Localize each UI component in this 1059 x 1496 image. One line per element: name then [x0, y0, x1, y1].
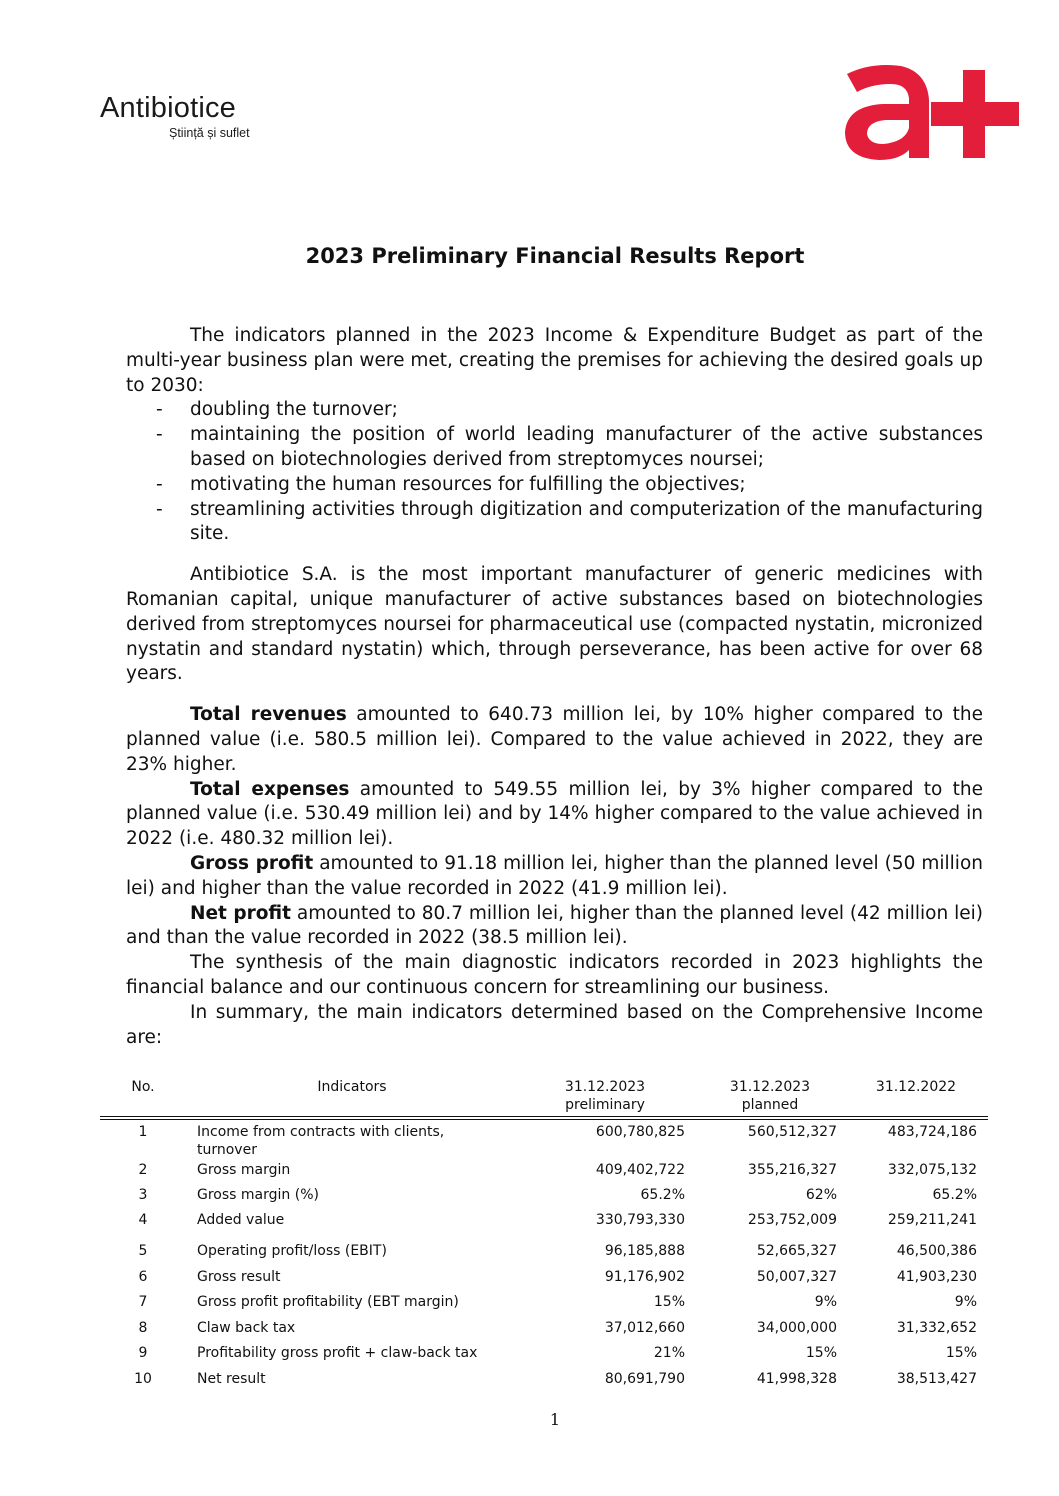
list-item: - doubling the turnover; — [156, 399, 398, 421]
result-gross-profit: Gross profit amounted to 91.18 million lei, higher than the planned level (50 million lei) and higher than the value recorded in 2022 (41.9 million lei). — [126, 852, 983, 899]
header-col-b: 31.12.2023 planned — [729, 1079, 811, 1113]
header-col-c: 31.12.2022 — [875, 1079, 957, 1095]
company-name: Antibiotice — [100, 92, 236, 124]
header-rule — [100, 1116, 988, 1120]
about-paragraph: Antibiotice S.A. is the most important manufacturer of generic medicines with Romanian capital, unique manufacturer of active substances based on biotechnologies derived from streptomyces noursei for pharmaceutical use (compacted nystatin, micronized nystatin and standard nystatin) which, through perseverance, has been active for over 68 years. — [126, 564, 983, 685]
goals-list — [126, 398, 983, 547]
a-glyph — [845, 65, 929, 160]
company-logo — [100, 92, 250, 140]
table-row: 7 Gross profit profitability (EBT margin) 15% 9% 9% — [138, 1294, 977, 1310]
company-tagline: Știință și suflet — [169, 126, 250, 140]
table-row: 9 Profitability gross profit + claw-back tax 21% 15% 15% — [138, 1345, 977, 1361]
table-row: 8 Claw back tax 37,012,660 34,000,000 31,332,652 — [138, 1320, 977, 1336]
table-row: 6 Gross result 91,176,902 50,007,327 41,903,230 — [138, 1269, 977, 1285]
result-revenues: Total revenues amounted to 640.73 million lei, by 10% higher compared to the planned value (i.e. 580.5 million lei). Compared to the value achieved in 2022, they are 23% higher. — [126, 704, 983, 775]
list-item: - streamlining activities through digitization and computerization of the manufacturing site. — [156, 498, 983, 545]
intro-paragraph: The indicators planned in the 2023 Income & Expenditure Budget as part of the multi-year business plan were met, creating the premises for achieving the desired goals up to 2030: — [126, 325, 983, 396]
indicators-table — [100, 1078, 988, 1395]
table-header — [100, 1078, 988, 1116]
header-indicators: Indicators — [317, 1079, 387, 1095]
result-net-profit: Net profit amounted to 80.7 million lei, higher than the planned level (42 million lei) and than the value recorded in 2022 (38.5 million lei). — [126, 902, 984, 949]
list-item: - maintaining the position of world leading manufacturer of the active substances based on biotechnologies derived from streptomyces noursei; — [156, 424, 983, 470]
table-row: 5 Operating profit/loss (EBIT) 96,185,888 52,665,327 46,500,386 — [138, 1243, 977, 1259]
result-expenses: Total expenses amounted to 549.55 million lei, by 3% higher compared to the planned value (i.e. 530.49 million lei) and by 14% higher compared to the value achieved in 2022 (i.e. 480.32 million lei). — [126, 778, 983, 850]
table-row: 2 Gross margin 409,402,722 355,216,327 332,075,132 — [138, 1162, 977, 1178]
table-row: 3 Gross margin (%) 65.2% 62% 65.2% — [138, 1187, 977, 1203]
plus-horizontal — [931, 102, 1019, 126]
a-plus-logo-icon — [843, 62, 1020, 162]
table-row: 4 Added value 330,793,330 253,752,009 259,211,241 — [138, 1212, 977, 1228]
table-row: 10 Net result 80,691,790 41,998,328 38,513,427 — [134, 1371, 977, 1387]
synthesis-paragraph: The synthesis of the main diagnostic indicators recorded in 2023 highlights the financial balance and our continuous concern for streamlining our business. — [126, 952, 983, 998]
header-col-a: 31.12.2023 preliminary — [564, 1079, 646, 1113]
summary-intro: In summary, the main indicators determined based on the Comprehensive Income are: — [126, 1001, 983, 1048]
document-body — [126, 324, 983, 1050]
header-no: No. — [131, 1079, 155, 1095]
list-item: - motivating the human resources for fulfilling the objectives; — [156, 473, 746, 495]
page-number: 1 — [549, 1410, 561, 1429]
table-row: 1 Income from contracts with clients, turnover 600,780,825 560,512,327 483,724,186 — [138, 1124, 977, 1158]
document-title: 2023 Preliminary Financial Results Report — [305, 244, 805, 268]
